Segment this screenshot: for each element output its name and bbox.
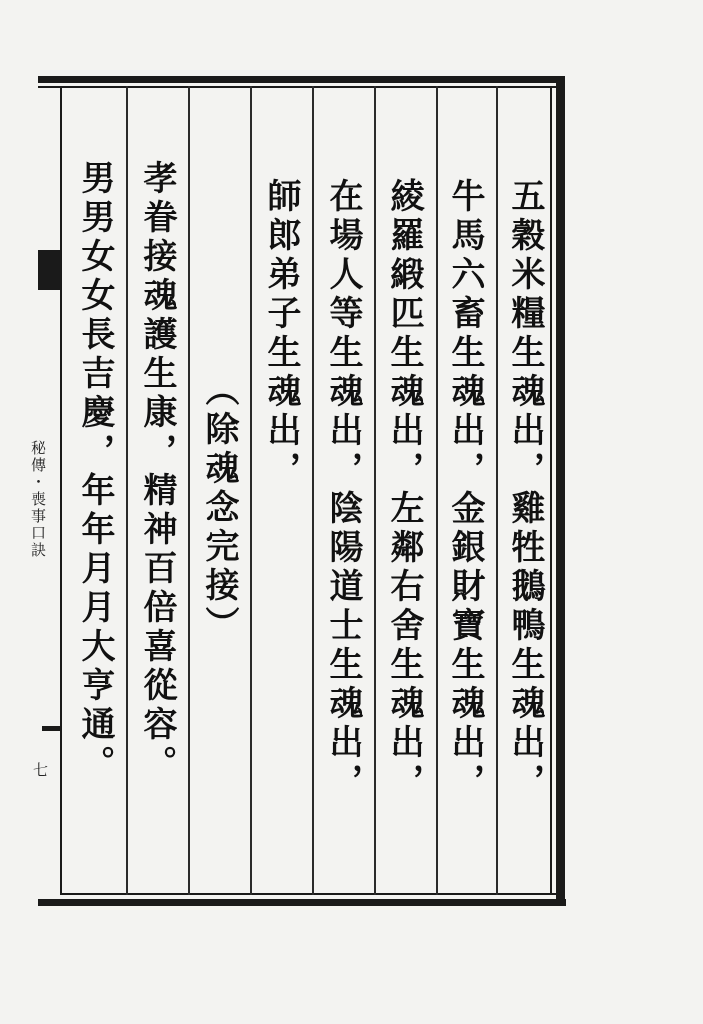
bottom-rule [38, 899, 566, 906]
text-column-2 [436, 178, 494, 802]
running-title: 秘傳・喪事口訣 [29, 440, 47, 559]
verse-line: 五穀米糧生魂出，雞牲鵝鴨生魂出， [505, 178, 545, 802]
verse-line: 在場人等生魂出，陰陽道士生魂出， [323, 178, 363, 802]
text-column-6-note [190, 372, 248, 645]
margin-tick-mark [42, 726, 62, 731]
verse-line: 牛馬六畜生魂出，金銀財寶生魂出， [445, 178, 485, 802]
bottom-rule-thin [60, 893, 558, 895]
text-column-4 [314, 178, 372, 802]
text-column-8 [66, 160, 124, 784]
text-column-1 [496, 178, 554, 802]
left-border [60, 86, 62, 895]
verse-line: 孝眷接魂護生康，精神百倍喜從容。 [137, 160, 177, 784]
text-column-5 [252, 178, 310, 490]
top-rule [38, 76, 562, 83]
text-column-7 [128, 160, 186, 784]
right-border [556, 76, 565, 906]
margin-tab-mark [38, 250, 62, 290]
text-column-3 [375, 178, 433, 802]
instruction-note: （除魂念完接） [199, 372, 239, 645]
page-number: 七 [31, 762, 49, 777]
verse-line: 男男女女長吉慶，年年月月大亨通。 [75, 160, 115, 784]
top-rule-thin [38, 86, 558, 88]
verse-line: 師郎弟子生魂出， [261, 178, 301, 490]
verse-line: 綾羅緞匹生魂出，左鄰右舍生魂出， [384, 178, 424, 802]
